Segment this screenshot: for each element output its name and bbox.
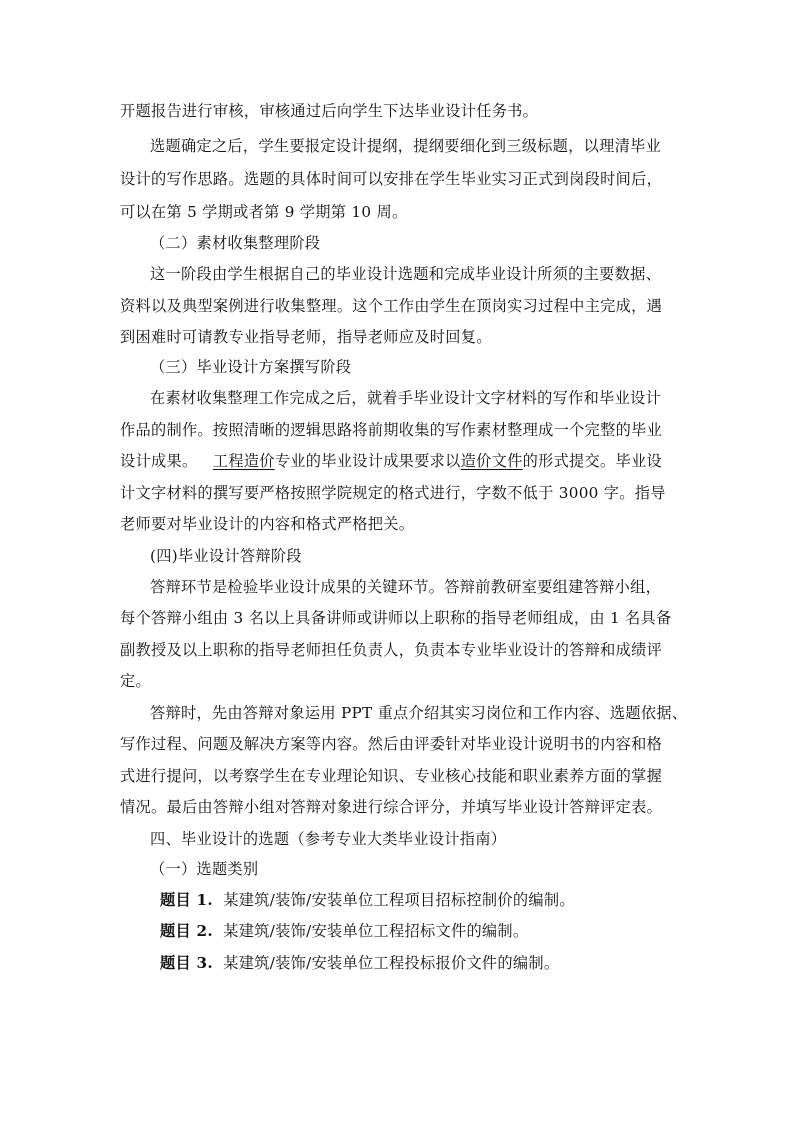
topic-item [160,890,575,910]
paragraph-line: 每个答辩小组由 3 名以上具备讲师或讲师以上职称的指导老师组成，由 1 名具备 [120,609,672,627]
paragraph-line: 设计的写作思路。选题的具体时间可以安排在学生毕业实习正式到岗段时间后， [120,170,663,188]
paragraph-line: 在素材收集整理工作完成之后，就着手毕业设计文字材料的写作和毕业设计 [150,389,662,407]
paragraph-line: 副教授及以上职称的指导老师担任负责人，负责本专业毕业设计的答辩和成绩评 [120,641,663,659]
paragraph-line: 到困难时可请教专业指导老师，指导老师应及时回复。 [120,328,492,346]
paragraph-line: 情况。最后由答辩小组对答辩对象进行综合评分，并填写毕业设计答辩评定表。 [120,798,663,816]
paragraph-line: 答辩环节是检验毕业设计成果的关键环节。答辩前教研室要组建答辩小组， [150,578,662,596]
underlined-major-name: 工程造价 [212,452,275,470]
section-heading: 四、毕业设计的选题（参考专业大类毕业设计指南） [150,830,507,848]
paragraph-line: 式进行提问，以考察学生在专业理论知识、专业核心技能和职业素养方面的掌握 [120,767,663,785]
section-heading: （三）毕业设计方案撰写阶段 [150,358,352,376]
paragraph-line: 这一阶段由学生根据自己的毕业设计选题和完成毕业设计所须的主要数据、 [150,265,662,283]
topic-text: 某建筑/装饰/安装单位工程项目招标控制价的编制。 [223,891,575,909]
paragraph-text: 专业的毕业设计成果要求以 [274,452,461,470]
paragraph-text: 设计成果。 [120,452,198,470]
paragraph-line: 资料以及典型案例进行收集整理。这个工作由学生在顶岗实习过程中主完成，遇 [120,297,663,315]
paragraph-line: 选题确定之后，学生要报定设计提纲，提纲要细化到三级标题，以理清毕业 [150,137,662,155]
topic-label: 题目 2. [160,922,214,940]
subsection-heading: （一）选题类别 [150,860,259,878]
paragraph-line: 开题报告进行审核，审核通过后向学生下达毕业设计任务书。 [120,102,539,120]
topic-item [160,921,528,941]
underlined-file-type: 造价文件 [460,452,523,470]
paragraph-line [120,451,662,471]
topic-label: 题目 3. [160,954,214,972]
topic-text: 某建筑/装饰/安装单位工程投标报价文件的编制。 [223,954,560,972]
topic-text: 某建筑/装饰/安装单位工程招标文件的编制。 [223,922,529,940]
topic-label: 题目 1. [160,891,214,909]
section-heading: (四)毕业设计答辩阶段 [150,547,302,565]
topic-item [160,953,559,973]
paragraph-text: 的形式提交。毕业设 [522,452,662,470]
paragraph-line: 计文字材料的撰写要严格按照学院规定的格式进行，字数不低于 3000 字。指导 [120,484,666,502]
paragraph-line: 写作过程、问题及解决方案等内容。然后由评委针对毕业设计说明书的内容和格 [120,735,663,753]
paragraph-line: 答辩时，先由答辩对象运用 PPT 重点介绍其实习岗位和工作内容、选题依据、 [150,704,688,722]
paragraph-line: 可以在第 5 学期或者第 9 学期第 10 周。 [120,203,408,221]
paragraph-line: 老师要对毕业设计的内容和格式严格把关。 [120,515,415,533]
paragraph-line: 作品的制作。按照清晰的逻辑思路将前期收集的写作素材整理成一个完整的毕业 [120,421,663,439]
paragraph-line: 定。 [120,672,151,690]
section-heading: （二）素材收集整理阶段 [150,234,321,252]
